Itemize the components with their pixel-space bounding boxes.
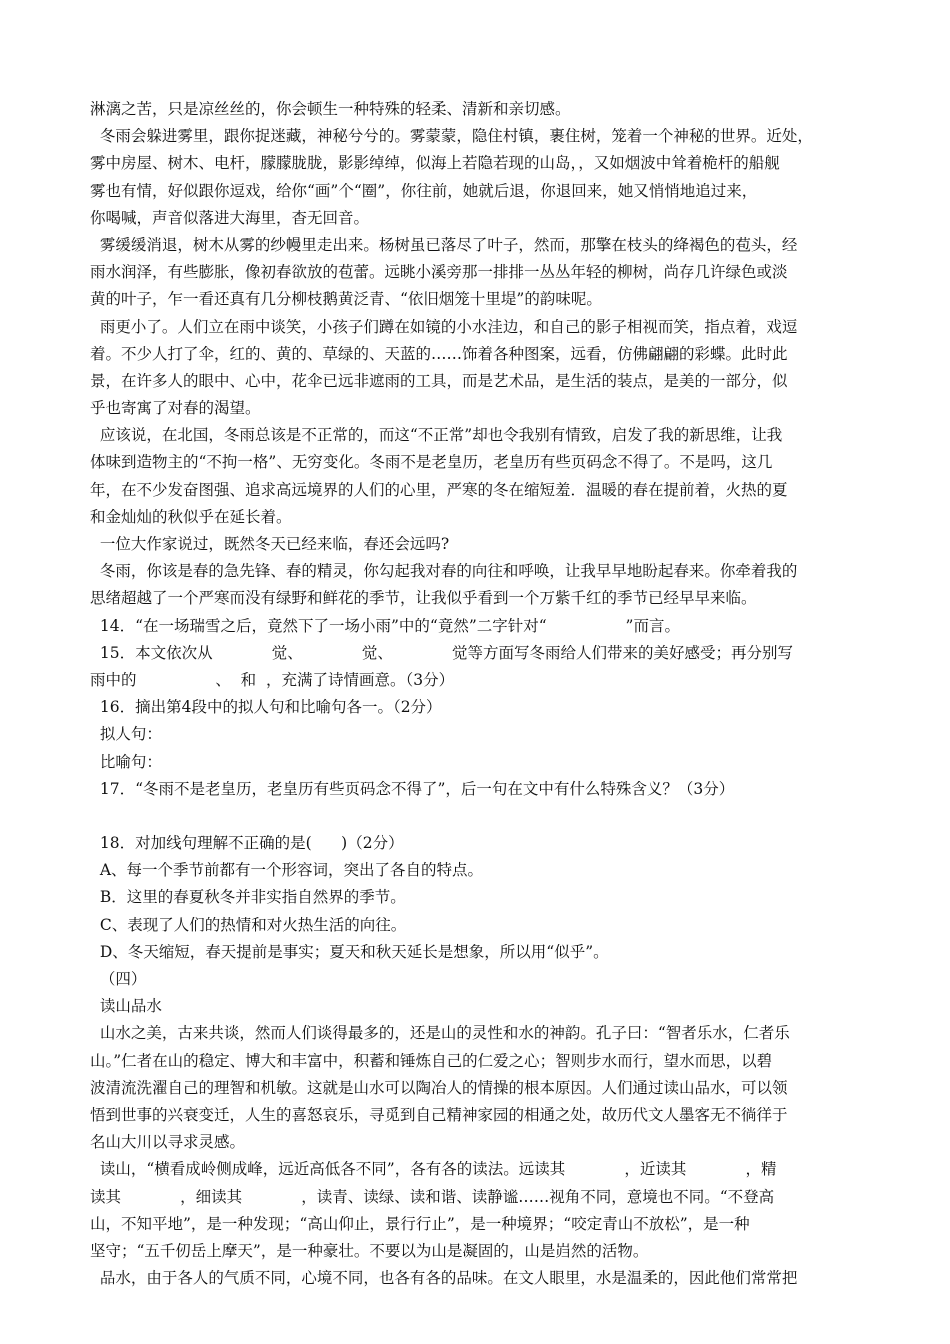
option-b: B．这里的春夏秋冬并非实指自然界的季节。 bbox=[90, 888, 406, 907]
text-line: 思绪超越了一个严寒而没有绿野和鲜花的季节，让我似乎看到一个万紫千红的季节已经早早来临。 bbox=[90, 589, 757, 608]
text-line: 波清流洗濯自己的理智和机敏。这就是山水可以陶冶人的情操的根本原因。人们通过读山品水，可以领 bbox=[90, 1078, 788, 1097]
text-line: 淋漓之苦，只是凉丝丝的，你会顿生一种特殊的轻柔、清新和亲切感。 bbox=[90, 100, 571, 118]
question-15-cont: 雨中的 、 和 ，充满了诗情画意。（3分） bbox=[90, 670, 455, 689]
text-line: 坚守；“五千仞岳上摩天”，是一种豪壮。不要以为山是凝固的，山是岿然的活物。 bbox=[90, 1241, 649, 1260]
text-line: 悟到世事的兴衰变迁，人生的喜怒哀乐，寻觅到自己精神家园的相通之处，故历代文人墨客无不徜徉于 bbox=[90, 1105, 788, 1124]
text-line: 应该说，在北国，冬雨总该是不正常的，而这“不正常”却也令我别有情致，启发了我的新思维，让我 bbox=[90, 426, 783, 445]
text-line: 山水之美，古来共谈，然而人们谈得最多的，还是山的灵性和水的神韵。孔子曰：“智者乐水，仁者乐 bbox=[90, 1024, 790, 1043]
text-line: 体味到造物主的“不拘一格”、无穷变化。冬雨不是老皇历，老皇历有些页码念不得了。不是吗，这几 bbox=[90, 453, 773, 472]
question-14: 14．“在一场瑞雪之后，竟然下了一场小雨”中的“竟然”二字针对“ ”而言。 bbox=[90, 616, 680, 635]
text-line: 雨更小了。人们立在雨中谈笑，小孩子们蹲在如镜的小水洼边，和自己的影子相视而笑，指点着，戏逗 bbox=[90, 317, 798, 336]
question-16: 16．摘出第4段中的拟人句和比喻句各一。（2分） bbox=[90, 698, 442, 717]
text-line: 黄的叶子，乍一看还真有几分柳枝鹅黄泛青、“依旧烟笼十里堤”的韵味呢。 bbox=[90, 290, 602, 309]
text-line: 雾中房屋、树木、电杆，朦朦胧胧，影影绰绰，似海上若隐若现的山岛，，又如烟波中耸着桅杆的船舰 bbox=[90, 154, 780, 173]
text-line: 你喝喊，声音似落进大海里，杳无回音。 bbox=[90, 208, 370, 227]
text-line: 年，在不少发奋图强、追求高远境界的人们的心里，严寒的冬在缩短羞．温暖的春在提前着，火热的夏 bbox=[90, 480, 788, 499]
text-line: 冬雨会躲进雾里，跟你捉迷藏，神秘兮兮的。雾蒙蒙，隐住村镇，裹住树，笼着一个神秘的世界。近处， bbox=[90, 127, 813, 146]
text-line: 名山大川以寻求灵感。 bbox=[90, 1133, 246, 1152]
text-line: 雾缓缓消退，树木从雾的纱幔里走出来。杨树虽已落尽了叶子，然而，那擎在枝头的绛褐色的苞头，经 bbox=[90, 235, 798, 254]
text-line: 乎也寄寓了对春的渴望。 bbox=[90, 399, 261, 418]
text-line: 着。不少人打了伞，红的、黄的、草绿的、天蓝的……饰着各种图案，远看，仿佛翩翩的彩蝶。此时此 bbox=[90, 344, 788, 363]
text-line: 冬雨，你该是春的急先锋、春的精灵，你勾起我对春的向往和呼唤，让我早早地盼起春来。你牵着我的 bbox=[90, 562, 798, 581]
document-page bbox=[90, 96, 868, 1292]
question-17: 17．“冬雨不是老皇历，老皇历有些页码念不得了”，后一句在文中有什么特殊含义？（3分） bbox=[90, 779, 735, 798]
text-line: 品水，由于各人的气质不同，心境不同，也各有各的品味。在文人眼里，水是温柔的，因此他们常常把 bbox=[90, 1269, 798, 1288]
text-line: 读山，“横看成岭侧成峰，远近高低各不同”，各有各的读法。远读其 ，近读其 ，精 bbox=[90, 1160, 777, 1179]
option-c: C、表现了人们的热情和对火热生活的向往。 bbox=[90, 915, 407, 934]
text-line: 雨水润泽，有些膨胀，像初春欲放的苞蕾。远眺小溪旁那一排排一丛丛年轻的柳树，尚存几许绿色或淡 bbox=[90, 263, 788, 282]
text-line: 山。”仁者在山的稳定、博大和丰富中，积蓄和锤炼自己的仁爱之心；智则步水而行，望水而思，以碧 bbox=[90, 1051, 773, 1070]
question-15: 15．本文依次从 觉、 觉、 觉等方面写冬雨给人们带来的美好感受；再分别写 bbox=[90, 643, 793, 662]
answer-simile: 比喻句： bbox=[90, 752, 162, 771]
article-title: 读山品水 bbox=[90, 997, 162, 1016]
option-a: A、每一个季节前都有一个形容词，突出了各自的特点。 bbox=[90, 861, 484, 880]
text-line: 一位大作家说过，既然冬天已经来临，春还会远吗? bbox=[90, 535, 450, 553]
question-18: 18．对加线句理解不正确的是( )（2分） bbox=[90, 834, 404, 853]
section-heading: （四） bbox=[90, 970, 147, 988]
text-line: 和金灿灿的秋似乎在延长着。 bbox=[90, 507, 292, 526]
answer-personification: 拟人句： bbox=[90, 725, 162, 744]
option-d: D、冬天缩短，春天提前是事实；夏天和秋天延长是想象，所以用“似乎”。 bbox=[90, 942, 609, 961]
text-line: 景，在许多人的眼中、心中，花伞已远非遮雨的工具，而是艺术品，是生活的装点，是美的一部分，似 bbox=[90, 371, 788, 390]
text-line: 雾也有情，好似跟你逗戏，给你“画”个“圈”，你往前，她就后退，你退回来，她又悄悄地追过来， bbox=[90, 181, 758, 200]
text-line: 山，不知平地”，是一种发现；“高山仰止，景行行止”，是一种境界；“咬定青山不放松”，是一种 bbox=[90, 1214, 750, 1233]
text-line: 读其 ，细读其 ，读青、读绿、读和谐、读静谧……视角不同，意境也不同。“不登高 bbox=[90, 1187, 775, 1206]
blank-line bbox=[90, 803, 868, 830]
